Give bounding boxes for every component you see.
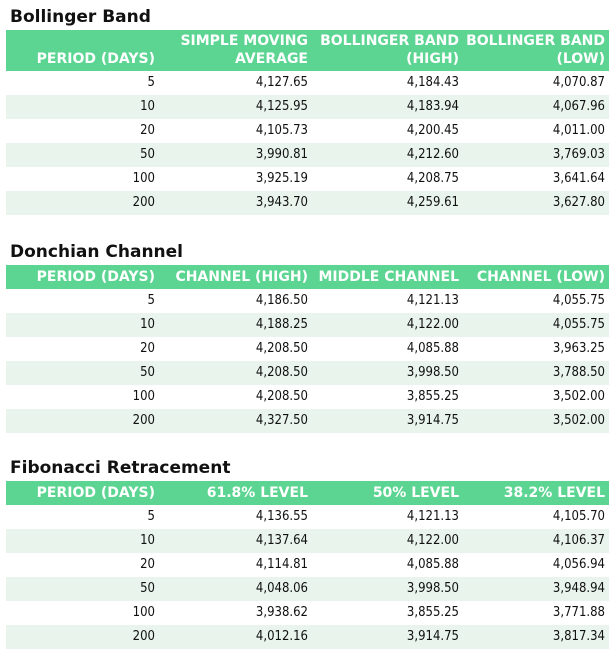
value-cell: 3,948.94: [463, 577, 609, 601]
period-cell: 5: [147, 509, 155, 524]
value-cell: 4,183.94: [312, 95, 463, 119]
table-row: [6, 289, 609, 313]
table-row: [6, 167, 609, 191]
section-title: Fibonacci Retracement: [10, 458, 231, 478]
period-cell: 5: [147, 293, 155, 308]
column-header-channel-high: CHANNEL (HIGH): [159, 265, 312, 289]
value-cell: 3,788.50: [463, 361, 609, 385]
table-row: [6, 625, 609, 649]
column-header-50-level: 50% LEVEL: [312, 481, 463, 505]
column-header-channel-low: CHANNEL (LOW): [463, 265, 609, 289]
value-cell: 3,817.34: [463, 625, 609, 649]
period-cell: 100: [132, 389, 155, 404]
value-cell: 3,914.75: [312, 625, 463, 649]
table-row: [6, 191, 609, 215]
table-row: [6, 361, 609, 385]
value-cell: 3,502.00: [552, 389, 605, 404]
donchian-channel-section: [6, 241, 609, 436]
value-cell: 4,208.75: [406, 171, 459, 186]
bollinger-band-section: [6, 6, 609, 218]
period-cell: 10: [6, 529, 159, 553]
table-row: [6, 385, 609, 409]
value-cell: 4,055.75: [463, 313, 609, 337]
value-cell: 4,121.13: [406, 509, 459, 524]
fibonacci-retracement-table: [6, 481, 609, 649]
value-cell: 3,502.00: [463, 409, 609, 433]
value-cell: 4,056.94: [552, 557, 605, 572]
table-row: [6, 143, 609, 167]
value-cell: 3,914.75: [312, 409, 463, 433]
column-header-bb-high: BOLLINGER BAND (HIGH): [312, 30, 463, 71]
table-row: [6, 577, 609, 601]
column-header-period: PERIOD (DAYS): [6, 265, 159, 289]
period-cell: 200: [6, 625, 159, 649]
value-cell: 4,186.50: [255, 293, 308, 308]
value-cell: 4,105.73: [255, 123, 308, 138]
table-row: [6, 553, 609, 577]
table-row: [6, 529, 609, 553]
value-cell: 4,137.64: [159, 529, 312, 553]
period-cell: 5: [147, 75, 155, 90]
value-cell: 4,125.95: [159, 95, 312, 119]
value-cell: 4,184.43: [406, 75, 459, 90]
value-cell: 4,212.60: [312, 143, 463, 167]
table-body: [6, 505, 609, 649]
value-cell: 4,048.06: [159, 577, 312, 601]
period-cell: 10: [6, 313, 159, 337]
value-cell: 3,769.03: [463, 143, 609, 167]
value-cell: 4,114.81: [255, 557, 308, 572]
table-body: [6, 71, 609, 215]
column-header-38-2-level: 38.2% LEVEL: [463, 481, 609, 505]
column-header-61-8-level: 61.8% LEVEL: [159, 481, 312, 505]
value-cell: 3,771.88: [552, 605, 605, 620]
value-cell: 4,122.00: [312, 529, 463, 553]
value-cell: 4,327.50: [159, 409, 312, 433]
table-row: [6, 337, 609, 361]
period-cell: 20: [140, 123, 155, 138]
value-cell: 4,070.87: [552, 75, 605, 90]
value-cell: 4,200.45: [406, 123, 459, 138]
period-cell: 200: [6, 409, 159, 433]
value-cell: 3,990.81: [159, 143, 312, 167]
column-header-sma: SIMPLE MOVING AVERAGE: [159, 30, 312, 71]
table-row: [6, 95, 609, 119]
value-cell: 3,855.25: [406, 605, 459, 620]
period-cell: 20: [140, 557, 155, 572]
value-cell: 3,998.50: [312, 361, 463, 385]
value-cell: 4,055.75: [552, 293, 605, 308]
value-cell: 4,105.70: [552, 509, 605, 524]
table-row: [6, 71, 609, 95]
value-cell: 3,998.50: [312, 577, 463, 601]
value-cell: 3,925.19: [255, 171, 308, 186]
table-row: [6, 505, 609, 529]
column-header-middle-channel: MIDDLE CHANNEL: [312, 265, 463, 289]
column-header-bb-low: BOLLINGER BAND (LOW): [463, 30, 609, 71]
table-row: [6, 409, 609, 433]
value-cell: 4,121.13: [406, 293, 459, 308]
period-cell: 50: [6, 143, 159, 167]
value-cell: 4,067.96: [463, 95, 609, 119]
table-row: [6, 313, 609, 337]
value-cell: 3,943.70: [159, 191, 312, 215]
period-cell: 50: [6, 577, 159, 601]
value-cell: 4,259.61: [312, 191, 463, 215]
fibonacci-retracement-section: [6, 457, 609, 652]
column-header-period: PERIOD (DAYS): [6, 481, 159, 505]
value-cell: 3,963.25: [552, 341, 605, 356]
period-cell: 20: [140, 341, 155, 356]
value-cell: 4,136.55: [255, 509, 308, 524]
value-cell: 4,188.25: [159, 313, 312, 337]
value-cell: 4,208.50: [159, 361, 312, 385]
value-cell: 3,855.25: [406, 389, 459, 404]
value-cell: 3,627.80: [463, 191, 609, 215]
value-cell: 4,085.88: [406, 341, 459, 356]
value-cell: 4,011.00: [552, 123, 605, 138]
section-title: Donchian Channel: [10, 242, 184, 262]
donchian-channel-table: [6, 265, 609, 433]
bollinger-band-table: [6, 30, 609, 215]
value-cell: 4,127.65: [255, 75, 308, 90]
value-cell: 4,122.00: [312, 313, 463, 337]
value-cell: 3,938.62: [255, 605, 308, 620]
value-cell: 4,208.50: [255, 341, 308, 356]
value-cell: 4,106.37: [463, 529, 609, 553]
value-cell: 4,208.50: [255, 389, 308, 404]
period-cell: 100: [132, 605, 155, 620]
period-cell: 50: [6, 361, 159, 385]
period-cell: 10: [6, 95, 159, 119]
section-title: Bollinger Band: [10, 7, 151, 27]
table-row: [6, 601, 609, 625]
value-cell: 4,085.88: [406, 557, 459, 572]
table-row: [6, 119, 609, 143]
period-cell: 200: [6, 191, 159, 215]
table-body: [6, 289, 609, 433]
value-cell: 4,012.16: [159, 625, 312, 649]
value-cell: 3,641.64: [552, 171, 605, 186]
period-cell: 100: [132, 171, 155, 186]
column-header-period: PERIOD (DAYS): [6, 30, 159, 71]
